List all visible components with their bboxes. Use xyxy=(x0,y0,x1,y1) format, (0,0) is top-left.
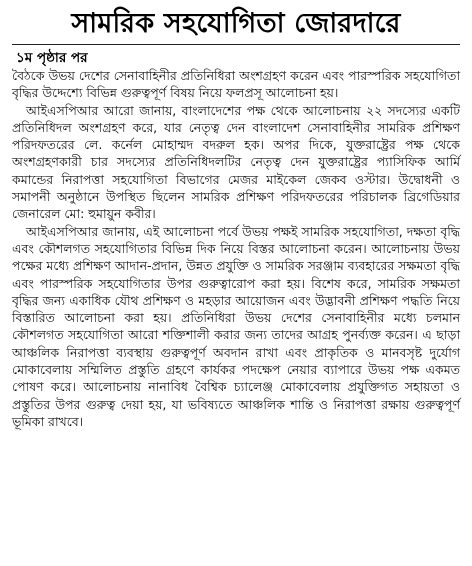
headline-divider xyxy=(12,44,460,45)
paragraph-1: বৈঠকে উভয় দেশের সেনাবাহিনীর প্রতিনিধিরা অংশগ্রহণ করেন এবং পারস্পরিক সহযোগিতা বৃদ্ধির উদ্দেশ্যে বিভিন্ন গুরুত্বপূর্ণ বিষয় নিয়ে ফলপ্রসূ আলোচনা হয়। xyxy=(12,68,460,101)
article-body xyxy=(12,67,460,430)
continued-from-label: ১ম পৃষ্ঠার পর xyxy=(16,50,88,66)
paragraph-2: আইএসপিআর আরো জানায়, বাংলাদেশের পক্ষ থেকে আলোচনায় ২২ সদস্যের একটি প্রতিনিধিদল অংশগ্রহণ করে, যার নেতৃত্ব দেন বাংলাদেশ সেনাবাহিনীর সামরিক প্রশিক্ষণ পরিদফতরের লে. কর্নেল মোহাম্মদ বদরুল হক। অপর দিকে, যুক্তরাষ্ট্রের পক্ষ থেকে অংশগ্রহণকারী চার সদস্যের প্রতিনিধিদলটির নেতৃত্ব দেন যুক্তরাষ্ট্রের প্যাসিফিক আর্মি কমান্ডের নিরাপত্তা সহযোগিতা বিভাগের মেজর মাইকেল জেকব ওস্টার। উদ্বোধনী ও সমাপনী অনুষ্ঠানে উপস্থিত ছিলেন সামরিক প্রশিক্ষণ পরিদফতরের পরিচালক ব্রিগেডিয়ার জেনারেল মো: হুমায়ুন কবীর। xyxy=(12,102,460,222)
paragraph-3: আইএসপিআর জানায়, এই আলোচনা পর্বে উভয় পক্ষই সামরিক সহযোগিতা, দক্ষতা বৃদ্ধি এবং কৌশলগত সহযোগিতার বিভিন্ন দিক নিয়ে বিস্তর আলোচনা করেন। আলোচনায় উভয় পক্ষের মধ্যে প্রশিক্ষণ আদান-প্রদান, উন্নত প্রযুক্তি ও সামরিক সরঞ্জাম ব্যবহারের সক্ষমতা বৃদ্ধি এবং পারস্পরিক সহযোগিতার উপর গুরুত্বারোপ করা হয়। বিশেষ করে, সামরিক সক্ষমতা বৃদ্ধির জন্য একাধিক যৌথ প্রশিক্ষণ ও মহড়ার আয়োজন এবং উদ্ভাবনী প্রশিক্ষণ পদ্ধতি নিয়ে বিস্তারিত আলোচনা করা হয়। প্রতিনিধিরা উভয় দেশের সেনাবাহিনীর মধ্যে চলমান কৌশলগত সহযোগিতা আরো শক্তিশালী করার জন্য তাদের আগ্রহ পুনর্ব্যক্ত করেন। এ ছাড়া আঞ্চলিক নিরাপত্তা ব্যবস্থায় গুরুত্বপূর্ণ অবদান রাখা এবং প্রাকৃতিক ও মানবসৃষ্ট দুর্যোগ মোকাবেলায় সম্মিলিত প্রস্তুতি গ্রহণে কার্যকর পদক্ষেপ নেয়ার ব্যাপারে উভয় পক্ষ একমত পোষণ করে। আলোচনায় নানাবিধ বৈশ্বিক চ্যালেঞ্জ মোকাবেলায় প্রযুক্তিগত সহায়তা ও প্রস্তুতির উপর গুরুত্ব দেয়া হয়, যা ভবিষ্যতে আঞ্চলিক শান্তি ও নিরাপত্তা রক্ষায় গুরুত্বপূর্ণ ভূমিকা রাখবে। xyxy=(12,223,460,429)
headline: সামরিক সহযোগিতা জোরদারে xyxy=(71,8,401,39)
